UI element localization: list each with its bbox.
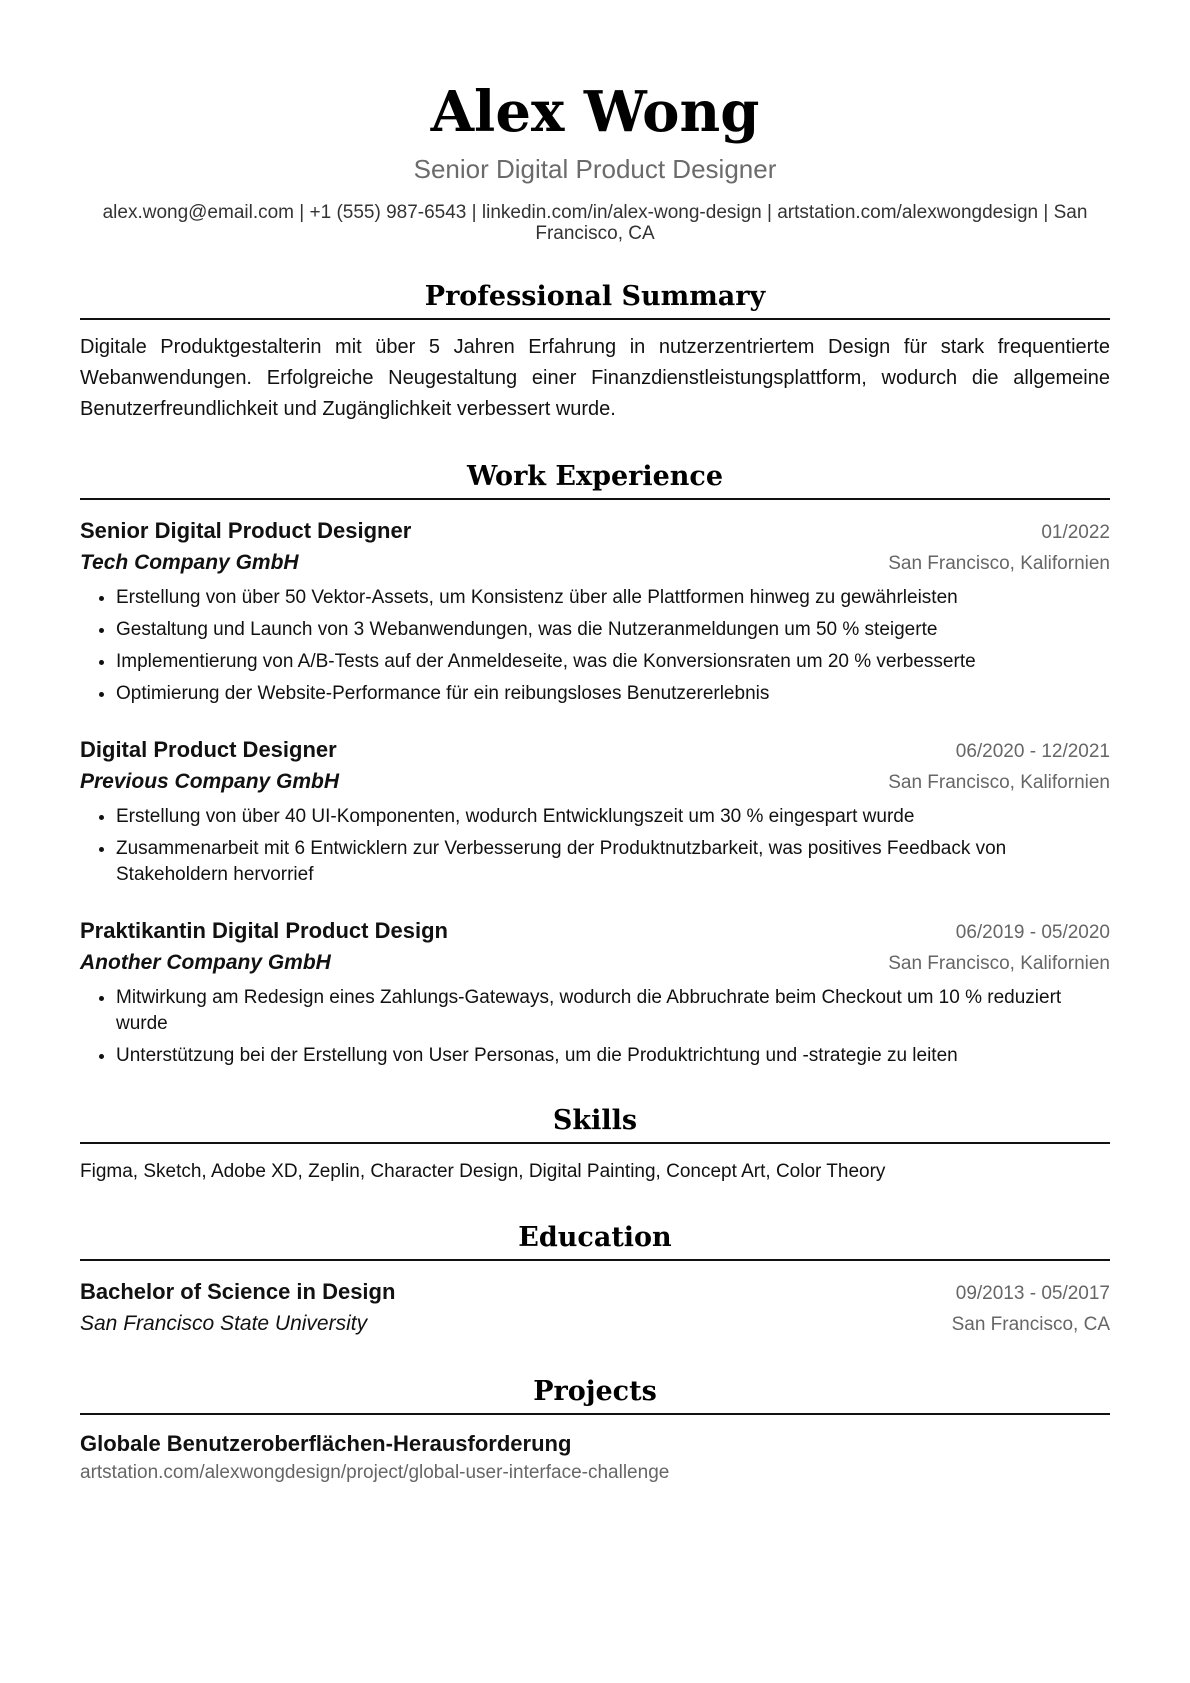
job-company: Another Company GmbH: [80, 951, 331, 975]
degree-title: Bachelor of Science in Design: [80, 1279, 396, 1305]
skills-section: [80, 1105, 1110, 1186]
candidate-headline: Senior Digital Product Designer: [413, 154, 777, 185]
job-location: San Francisco, Kalifornien: [888, 953, 1110, 975]
job-location: San Francisco, Kalifornien: [888, 772, 1110, 794]
job-bullet: • Mitwirkung am Redesign eines Zahlungs-Gateways, wodurch die Abbruchrate beim Checkout um 10 % reduziert wurde: [116, 985, 1110, 1037]
job-bullet: • Optimierung der Website-Performance für ein reibungsloses Benutzererlebnis: [116, 681, 1110, 707]
summary-section: [80, 281, 1110, 425]
job-bullets: [80, 804, 1110, 888]
section-title-summary: Professional Summary: [80, 281, 1110, 320]
section-title-education: Education: [80, 1222, 1110, 1261]
job-bullets: [80, 985, 1110, 1069]
experience-section: [80, 461, 1110, 1069]
job-date: 06/2020 - 12/2021: [955, 741, 1110, 763]
job-title: Praktikantin Digital Product Design: [80, 918, 448, 944]
resume-header: [80, 80, 1110, 245]
summary-text: Digitale Produktgestalterin mit über 5 Jahren Erfahrung in nutzerzentriertem Design für stark frequentierte Webanwendungen. Erfolgreiche Neugestaltung einer Finanzdienstleistungsplattform, wodurch die allgemeine Benutzerfreundlichkeit und Zugänglichkeit verbessert wurde.: [80, 336, 1110, 421]
section-title-experience: Work Experience: [80, 461, 1110, 500]
job-title: Digital Product Designer: [80, 737, 337, 763]
project-title: Globale Benutzeroberflächen-Herausforderung: [80, 1431, 572, 1457]
job-date: 01/2022: [1041, 522, 1110, 544]
education-entry: [80, 1277, 1110, 1340]
job-bullet: • Gestaltung und Launch von 3 Webanwendungen, was die Nutzeranmeldungen um 50 % steigerte: [116, 617, 1110, 643]
contact-line: alex.wong@email.com | +1 (555) 987-6543 | linkedin.com/in/alex-wong-design | artstation.com/alexwongdesign | San Francisco, CA: [102, 201, 1088, 245]
job-bullet: • Erstellung von über 50 Vektor-Assets, um Konsistenz über alle Plattformen hinweg zu gewährleisten: [116, 585, 1110, 611]
job-company: Previous Company GmbH: [80, 770, 340, 794]
job-title: Senior Digital Product Designer: [80, 518, 412, 544]
job-entry: [80, 916, 1110, 1069]
school-name: San Francisco State University: [80, 1312, 368, 1336]
job-bullet: • Implementierung von A/B-Tests auf der Anmeldeseite, was die Konversionsraten um 20 % verbesserte: [116, 649, 1110, 675]
project-link[interactable]: artstation.com/alexwongdesign/project/global-user-interface-challenge: [80, 1462, 670, 1484]
education-section: [80, 1222, 1110, 1340]
skills-list: Figma, Sketch, Adobe XD, Zeplin, Character Design, Digital Painting, Concept Art, Color Theory: [80, 1161, 886, 1183]
job-entry: [80, 735, 1110, 888]
job-bullet: • Zusammenarbeit mit 6 Entwicklern zur Verbesserung der Produktnutzbarkeit, was positives Feedback von Stakeholdern hervorrief: [116, 836, 1110, 888]
job-bullet: • Erstellung von über 40 UI-Komponenten, wodurch Entwicklungszeit um 30 % eingespart wurde: [116, 804, 1110, 830]
projects-section: [80, 1376, 1110, 1487]
job-company: Tech Company GmbH: [80, 551, 299, 575]
job-date: 06/2019 - 05/2020: [955, 922, 1110, 944]
job-bullets: [80, 585, 1110, 707]
job-bullet: • Unterstützung bei der Erstellung von User Personas, um die Produktrichtung und -strategie zu leiten: [116, 1043, 1110, 1069]
section-title-projects: Projects: [80, 1376, 1110, 1415]
education-location: San Francisco, CA: [951, 1314, 1110, 1336]
job-entry: [80, 516, 1110, 707]
section-title-skills: Skills: [80, 1105, 1110, 1144]
candidate-name: Alex Wong: [430, 79, 760, 145]
education-date: 09/2013 - 05/2017: [955, 1283, 1110, 1305]
job-location: San Francisco, Kalifornien: [888, 553, 1110, 575]
